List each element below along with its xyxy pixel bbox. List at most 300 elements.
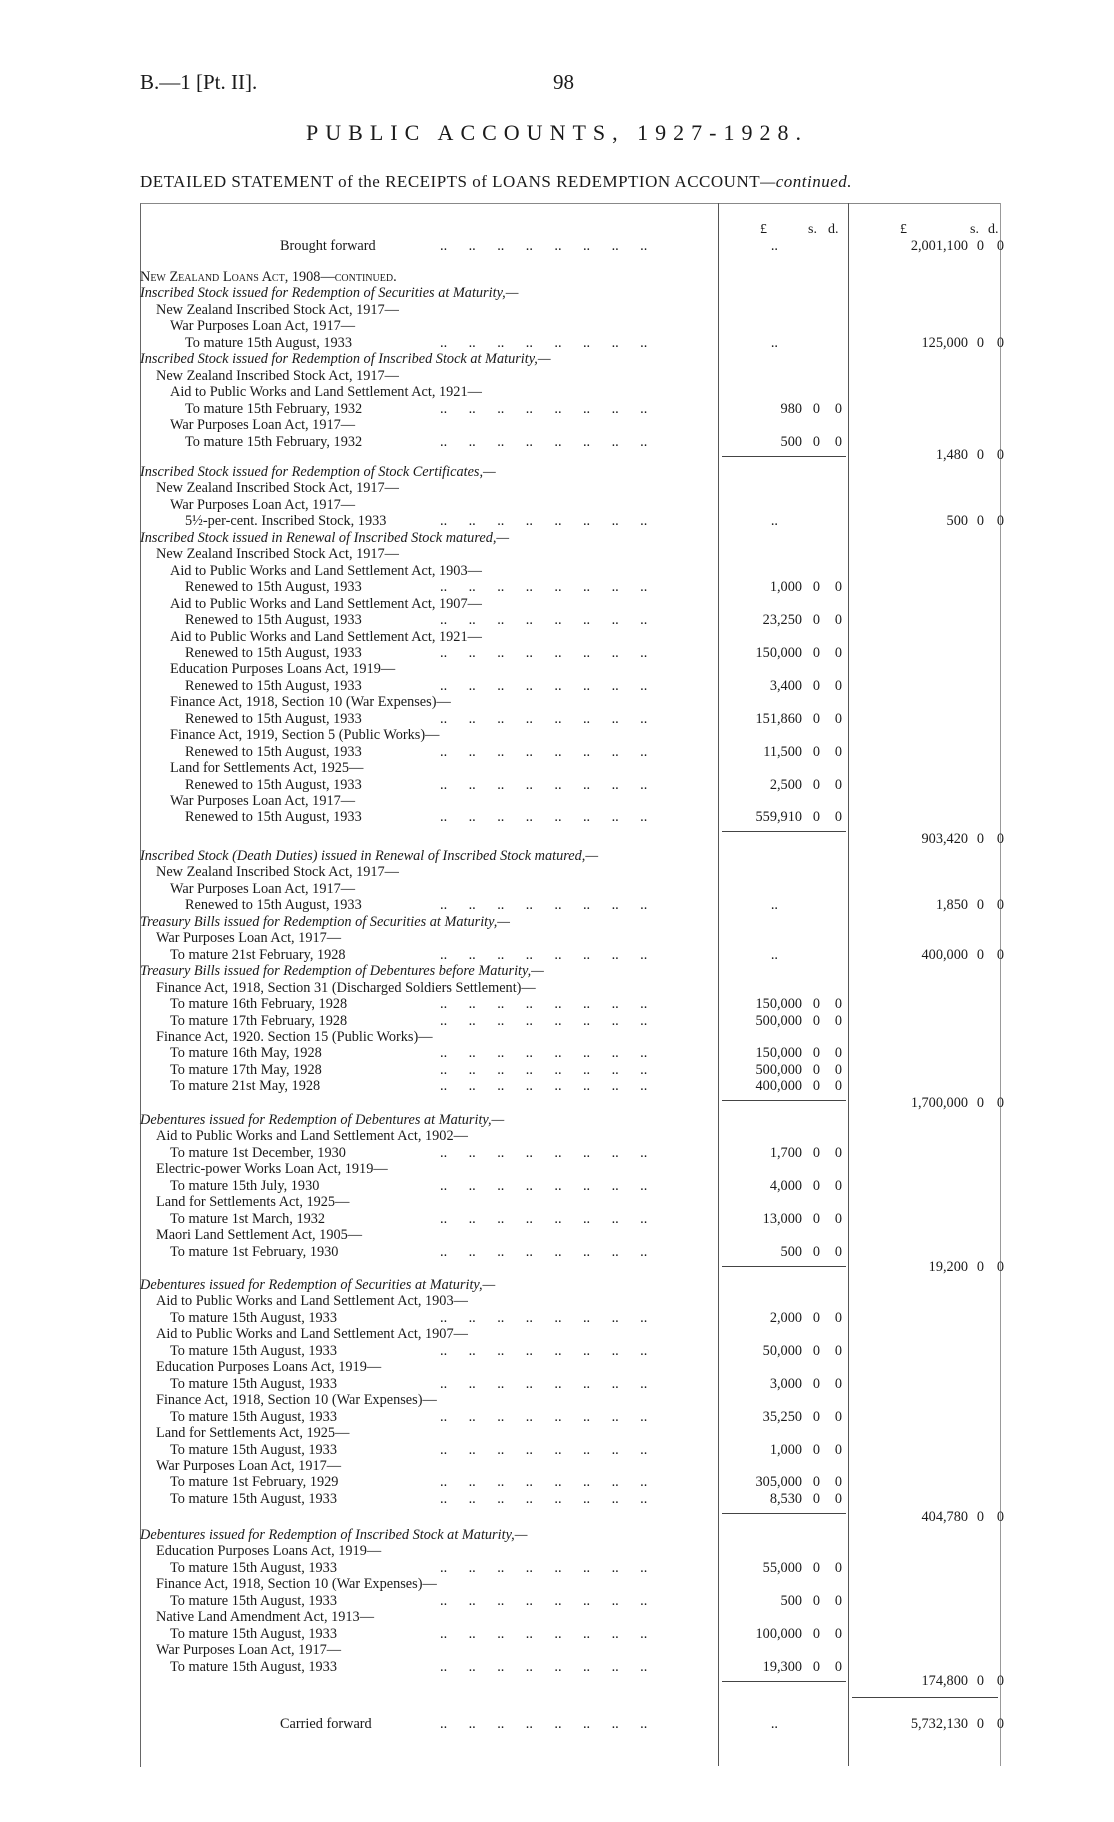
row-description: Renewed to 15th August, 1933	[185, 579, 362, 596]
leader-dots: .. .. .. .. .. .. .. ..	[440, 1309, 669, 1326]
row-description: New Zealand Inscribed Stock Act, 1917—	[156, 546, 399, 563]
subtitle-main: DETAILED STATEMENT of the RECEIPTS of LOANS REDEMPTION ACCOUNT	[140, 172, 761, 191]
table-row	[0, 808, 1114, 826]
amount-c1d: 0	[834, 996, 842, 1013]
amount-c2d: 0	[996, 1716, 1004, 1732]
table-row	[0, 446, 1114, 464]
table-row	[0, 545, 1114, 563]
leader-dots: .. .. .. .. .. .. .. ..	[440, 1716, 669, 1732]
amount-c2: 19,200	[928, 1259, 968, 1275]
table-row	[0, 1258, 1114, 1276]
leader-dots: .. .. .. .. .. .. .. ..	[440, 776, 669, 793]
row-description: Native Land Amendment Act, 1913—	[156, 1609, 374, 1626]
amount-c2s: 0	[976, 1673, 984, 1689]
leader-dots: .. .. .. .. .. .. .. ..	[440, 1474, 669, 1491]
amount-c2d: 0	[996, 513, 1004, 530]
amount-c1: ..	[770, 513, 778, 530]
table-row	[0, 628, 1114, 646]
amount-c1: ..	[770, 946, 778, 963]
leader-dots: .. .. .. .. .. .. .. ..	[440, 612, 669, 629]
row-description: Renewed to 15th August, 1933	[185, 743, 362, 760]
amount-c1: 500	[780, 1592, 802, 1609]
row-description: Debentures issued for Redemption of Securities at Maturity,—	[140, 1277, 496, 1293]
row-description: Aid to Public Works and Land Settlement Act, 1921—	[170, 628, 482, 645]
table-row	[0, 1193, 1114, 1211]
row-description: Inscribed Stock issued for Redemption of Stock Certificates,—	[140, 464, 496, 480]
amount-c2s: 0	[976, 1259, 984, 1275]
amount-c1: 559,910	[755, 809, 802, 826]
row-description: To mature 1st December, 1930	[170, 1144, 346, 1161]
page-number: 98	[553, 70, 574, 94]
row-description: To mature 15th July, 1930	[170, 1177, 320, 1194]
table-row	[0, 1342, 1114, 1360]
statement-subtitle	[140, 172, 852, 192]
table-row	[0, 463, 1114, 481]
table-row	[0, 726, 1114, 744]
amount-c1s: 0	[812, 710, 820, 727]
amount-c1s: 0	[812, 1490, 820, 1507]
table-row	[0, 896, 1114, 914]
amount-c1: 3,400	[769, 677, 802, 694]
table-row	[0, 759, 1114, 777]
row-description: Finance Act, 1918, Section 31 (Discharged Soldiers Settlement)—	[156, 979, 536, 996]
amount-c1: 1,000	[769, 579, 802, 596]
amount-c1: 150,000	[755, 996, 802, 1013]
amount-c1d: 0	[834, 710, 842, 727]
amount-c1: ..	[770, 334, 778, 351]
amount-c2d: 0	[996, 1509, 1004, 1525]
table-row	[0, 1575, 1114, 1593]
row-description: Land for Settlements Act, 1925—	[156, 1194, 350, 1211]
row-description: New Zealand Inscribed Stock Act, 1917—	[156, 480, 399, 497]
row-description: To mature 15th August, 1933	[170, 1658, 337, 1675]
table-row	[0, 1526, 1114, 1544]
amount-c1d: 0	[834, 1210, 842, 1227]
table-row	[0, 1127, 1114, 1145]
header-pounds-1: £	[760, 222, 767, 237]
row-description: Finance Act, 1920. Section 15 (Public Works)—	[156, 1028, 433, 1045]
table-row	[0, 595, 1114, 613]
amount-c1s: 0	[812, 1625, 820, 1642]
row-description: New Zealand Inscribed Stock Act, 1917—	[156, 367, 399, 384]
amount-c2: 903,420	[921, 831, 968, 847]
row-description: Education Purposes Loans Act, 1919—	[156, 1543, 382, 1560]
leader-dots: .. .. .. .. .. .. .. ..	[440, 1559, 669, 1576]
amount-c2: 5,732,130	[910, 1716, 968, 1732]
table-row	[0, 1077, 1114, 1095]
amount-c1: 19,300	[762, 1658, 802, 1675]
amount-c1: 500,000	[755, 1061, 802, 1078]
row-description: Debentures issued for Redemption of Debentures at Maturity,—	[140, 1112, 505, 1128]
amount-c2s: 0	[976, 1509, 984, 1525]
row-description: To mature 17th February, 1928	[170, 1012, 348, 1029]
leader-dots: .. .. .. .. .. .. .. ..	[440, 513, 669, 530]
amount-c1s: 0	[812, 1210, 820, 1227]
row-description: Renewed to 15th August, 1933	[185, 710, 362, 727]
row-description: War Purposes Loan Act, 1917—	[170, 880, 356, 897]
leader-dots: .. .. .. .. .. .. .. ..	[440, 1625, 669, 1642]
row-description: Renewed to 15th August, 1933	[185, 776, 362, 793]
table-row	[0, 863, 1114, 881]
amount-c1: 500	[780, 433, 802, 450]
amount-c2s: 0	[976, 334, 984, 351]
amount-c1d: 0	[834, 612, 842, 629]
amount-c1d: 0	[834, 776, 842, 793]
amount-c1: 500,000	[755, 1012, 802, 1029]
table-row	[0, 913, 1114, 931]
table-row	[0, 578, 1114, 596]
table-row	[0, 1292, 1114, 1310]
table-row	[0, 611, 1114, 629]
amount-c1d: 0	[834, 1078, 842, 1095]
row-description: War Purposes Loan Act, 1917—	[170, 496, 356, 513]
row-description: To mature 1st March, 1932	[170, 1210, 326, 1227]
amount-c1: 1,000	[769, 1441, 802, 1458]
table-row	[0, 1061, 1114, 1079]
amount-c2d: 0	[996, 897, 1004, 914]
amount-c1d: 0	[834, 1045, 842, 1062]
leader-dots: .. .. .. .. .. .. .. ..	[440, 1592, 669, 1609]
table-row	[0, 317, 1114, 335]
table-row	[0, 995, 1114, 1013]
row-description: To mature 15th February, 1932	[185, 400, 363, 417]
amount-c1s: 0	[812, 1658, 820, 1675]
row-description: To mature 16th February, 1928	[170, 996, 348, 1013]
row-description: Debentures issued for Redemption of Inscribed Stock at Maturity,—	[140, 1527, 528, 1543]
amount-c2d: 0	[996, 1259, 1004, 1275]
table-row	[0, 416, 1114, 434]
table-row	[0, 512, 1114, 530]
amount-c2d: 0	[996, 334, 1004, 351]
amount-c1s: 0	[812, 644, 820, 661]
amount-c1d: 0	[834, 743, 842, 760]
amount-c1s: 0	[812, 1012, 820, 1029]
page-title: PUBLIC ACCOUNTS, 1927-1928.	[306, 120, 808, 145]
table-row	[0, 776, 1114, 794]
table-row	[0, 677, 1114, 695]
row-description: New Zealand Loans Act, 1908—continued.	[140, 269, 397, 285]
leader-dots: .. .. .. .. .. .. .. ..	[440, 1658, 669, 1675]
row-description: To mature 15th August, 1933	[170, 1342, 337, 1359]
row-description: 5½-per-cent. Inscribed Stock, 1933	[185, 513, 387, 530]
amount-c2: 1,850	[935, 897, 968, 914]
amount-c1: 150,000	[755, 1045, 802, 1062]
table-row	[0, 301, 1114, 319]
amount-c1s: 0	[812, 1592, 820, 1609]
leader-dots: .. .. .. .. .. .. .. ..	[440, 1408, 669, 1425]
table-row	[0, 1441, 1114, 1459]
leader-dots: .. .. .. .. .. .. .. ..	[440, 238, 669, 254]
amount-c1d: 0	[834, 1408, 842, 1425]
leader-dots: .. .. .. .. .. .. .. ..	[440, 579, 669, 596]
amount-c1: 400,000	[755, 1078, 802, 1095]
table-row	[0, 1325, 1114, 1343]
leader-dots: .. .. .. .. .. .. .. ..	[440, 644, 669, 661]
amount-c1d: 0	[834, 400, 842, 417]
amount-c2s: 0	[976, 946, 984, 963]
table-row	[0, 1012, 1114, 1030]
table-row	[0, 929, 1114, 947]
row-description: Treasury Bills issued for Redemption of Securities at Maturity,—	[140, 913, 510, 930]
amount-c1s: 0	[812, 1408, 820, 1425]
row-description: War Purposes Loan Act, 1917—	[156, 1457, 342, 1474]
amount-c1d: 0	[834, 1375, 842, 1392]
amount-c1: ..	[770, 897, 778, 914]
table-row	[0, 880, 1114, 898]
amount-c2d: 0	[996, 1095, 1004, 1111]
table-row	[0, 660, 1114, 678]
table-row	[0, 1457, 1114, 1475]
amount-c1s: 0	[812, 1243, 820, 1260]
leader-dots: .. .. .. .. .. .. .. ..	[440, 809, 669, 826]
table-row	[0, 1508, 1114, 1526]
table-row	[0, 743, 1114, 761]
amount-c1: 2,500	[769, 776, 802, 793]
row-description: To mature 15th August, 1933	[170, 1375, 337, 1392]
row-description: To mature 1st February, 1930	[170, 1243, 339, 1260]
table-row	[0, 1473, 1114, 1491]
table-row	[0, 792, 1114, 810]
row-description: Education Purposes Loans Act, 1919—	[170, 661, 396, 678]
leader-dots: .. .. .. .. .. .. .. ..	[440, 1441, 669, 1458]
amount-c1d: 0	[834, 1061, 842, 1078]
amount-c2s: 0	[976, 238, 984, 254]
row-description: Land for Settlements Act, 1925—	[170, 760, 364, 777]
amount-c1: 100,000	[755, 1625, 802, 1642]
header-shillings-1: s.	[808, 222, 817, 237]
row-description: Education Purposes Loans Act, 1919—	[156, 1359, 382, 1376]
row-description: New Zealand Inscribed Stock Act, 1917—	[156, 301, 399, 318]
row-description: To mature 17th May, 1928	[170, 1061, 322, 1078]
row-description: To mature 21st February, 1928	[170, 946, 346, 963]
leader-dots: .. .. .. .. .. .. .. ..	[440, 946, 669, 963]
row-description: To mature 15th August, 1933	[170, 1490, 337, 1507]
row-description: War Purposes Loan Act, 1917—	[170, 417, 356, 434]
amount-c1s: 0	[812, 1177, 820, 1194]
amount-c1: ..	[770, 1716, 778, 1732]
row-description: Aid to Public Works and Land Settlement Act, 1903—	[156, 1293, 468, 1310]
row-description: To mature 1st February, 1929	[170, 1474, 339, 1491]
page-reference: B.—1 [Pt. II].	[140, 70, 258, 94]
amount-c1d: 0	[834, 1342, 842, 1359]
leader-dots: .. .. .. .. .. .. .. ..	[440, 1210, 669, 1227]
leader-dots: .. .. .. .. .. .. .. ..	[440, 400, 669, 417]
table-row	[0, 237, 1114, 255]
table-row	[0, 1044, 1114, 1062]
leader-dots: .. .. .. .. .. .. .. ..	[440, 710, 669, 727]
leader-dots: .. .. .. .. .. .. .. ..	[440, 1342, 669, 1359]
amount-c1: 23,250	[762, 612, 802, 629]
row-description: New Zealand Inscribed Stock Act, 1917—	[156, 864, 399, 881]
table-row	[0, 529, 1114, 547]
amount-c1s: 0	[812, 1045, 820, 1062]
table-row	[0, 400, 1114, 418]
amount-c1d: 0	[834, 1441, 842, 1458]
table-row	[0, 1391, 1114, 1409]
amount-c1d: 0	[834, 1559, 842, 1576]
table-row	[0, 1375, 1114, 1393]
amount-c1: 980	[780, 400, 802, 417]
table-row	[0, 946, 1114, 964]
row-description: Brought forward	[280, 238, 376, 254]
amount-c1: ..	[770, 238, 778, 254]
amount-c1s: 0	[812, 612, 820, 629]
table-row	[0, 1641, 1114, 1659]
table-row	[0, 1028, 1114, 1046]
row-description: Finance Act, 1918, Section 10 (War Expenses)—	[156, 1576, 437, 1593]
table-row	[0, 496, 1114, 514]
row-description: Aid to Public Works and Land Settlement Act, 1907—	[156, 1326, 468, 1343]
amount-c1s: 0	[812, 1061, 820, 1078]
amount-c1: 150,000	[755, 644, 802, 661]
row-description: To mature 21st May, 1928	[170, 1078, 321, 1095]
table-row	[0, 268, 1114, 286]
row-description: Aid to Public Works and Land Settlement Act, 1907—	[170, 595, 482, 612]
row-description: Land for Settlements Act, 1925—	[156, 1425, 350, 1442]
leader-dots: .. .. .. .. .. .. .. ..	[440, 996, 669, 1013]
amount-c2s: 0	[976, 447, 984, 463]
header-shillings-2: s.	[970, 222, 979, 237]
leader-dots: .. .. .. .. .. .. .. ..	[440, 897, 669, 914]
table-row	[0, 979, 1114, 997]
table-row	[0, 830, 1114, 848]
row-description: War Purposes Loan Act, 1917—	[170, 793, 356, 809]
amount-c1: 305,000	[755, 1474, 802, 1491]
table-row	[0, 334, 1114, 352]
table-row	[0, 1226, 1114, 1244]
amount-c1s: 0	[812, 996, 820, 1013]
leader-dots: .. .. .. .. .. .. .. ..	[440, 1078, 669, 1095]
table-row	[0, 644, 1114, 662]
leader-dots: .. .. .. .. .. .. .. ..	[440, 1144, 669, 1161]
row-description: Renewed to 15th August, 1933	[185, 612, 362, 629]
amount-c1s: 0	[812, 809, 820, 826]
table-row	[0, 1490, 1114, 1508]
row-description: To mature 15th August, 1933	[170, 1559, 337, 1576]
amount-c1s: 0	[812, 677, 820, 694]
amount-c1: 35,250	[762, 1408, 802, 1425]
amount-c2d: 0	[996, 1673, 1004, 1689]
amount-c1s: 0	[812, 743, 820, 760]
header-pounds-2: £	[900, 222, 907, 237]
row-description: War Purposes Loan Act, 1917—	[156, 930, 342, 947]
table-row	[0, 1542, 1114, 1560]
row-description: To mature 15th August, 1933	[170, 1625, 337, 1642]
amount-c1: 151,860	[755, 710, 802, 727]
amount-c2s: 0	[976, 1095, 984, 1111]
table-row	[0, 1177, 1114, 1195]
amount-c2: 1,480	[935, 447, 968, 463]
header-pence-1: d.	[828, 222, 839, 237]
leader-dots: .. .. .. .. .. .. .. ..	[440, 1012, 669, 1029]
amount-c1: 50,000	[762, 1342, 802, 1359]
row-description: Renewed to 15th August, 1933	[185, 809, 362, 826]
leader-dots: .. .. .. .. .. .. .. ..	[440, 677, 669, 694]
table-row	[0, 1592, 1114, 1610]
amount-c2: 2,001,100	[910, 238, 968, 254]
amount-c2s: 0	[976, 513, 984, 530]
amount-c1s: 0	[812, 1559, 820, 1576]
amount-c1d: 0	[834, 1144, 842, 1161]
amount-c2d: 0	[996, 238, 1004, 254]
amount-c1s: 0	[812, 433, 820, 450]
amount-c1s: 0	[812, 1144, 820, 1161]
amount-c1s: 0	[812, 1375, 820, 1392]
amount-c1: 500	[780, 1243, 802, 1260]
amount-c1s: 0	[812, 579, 820, 596]
amount-c2s: 0	[976, 897, 984, 914]
amount-c1d: 0	[834, 1309, 842, 1326]
amount-c1d: 0	[834, 1658, 842, 1675]
amount-c1d: 0	[834, 677, 842, 694]
leader-dots: .. .. .. .. .. .. .. ..	[440, 1243, 669, 1260]
amount-c1: 4,000	[769, 1177, 802, 1194]
amount-c1s: 0	[812, 1078, 820, 1095]
table-row	[0, 1309, 1114, 1327]
table-row	[0, 284, 1114, 302]
amount-c1: 3,000	[769, 1375, 802, 1392]
amount-c1: 1,700	[769, 1144, 802, 1161]
row-description: Finance Act, 1918, Section 10 (War Expenses)—	[170, 694, 451, 711]
leader-dots: .. .. .. .. .. .. .. ..	[440, 433, 669, 450]
row-description: Aid to Public Works and Land Settlement Act, 1903—	[170, 562, 482, 579]
row-description: Finance Act, 1918, Section 10 (War Expenses)—	[156, 1392, 437, 1409]
amount-c2: 125,000	[921, 334, 968, 351]
table-row	[0, 1715, 1114, 1733]
amount-c2: 500	[946, 513, 968, 530]
row-description: Carried forward	[280, 1716, 372, 1732]
amount-c1d: 0	[834, 1012, 842, 1029]
table-row	[0, 562, 1114, 580]
amount-c1d: 0	[834, 1177, 842, 1194]
table-row	[0, 350, 1114, 368]
amount-c2: 400,000	[921, 946, 968, 963]
row-description: Inscribed Stock issued for Redemption of Securities at Maturity,—	[140, 285, 519, 302]
amount-c1d: 0	[834, 644, 842, 661]
amount-c1d: 0	[834, 1625, 842, 1642]
leader-dots: .. .. .. .. .. .. .. ..	[440, 743, 669, 760]
amount-c2: 1,700,000	[910, 1095, 968, 1111]
row-description: Renewed to 15th August, 1933	[185, 897, 362, 914]
row-description: To mature 15th August, 1933	[185, 334, 352, 351]
table-row	[0, 1160, 1114, 1178]
table-row	[0, 1608, 1114, 1626]
table-row	[0, 1210, 1114, 1228]
amount-c1: 55,000	[762, 1559, 802, 1576]
amount-c1d: 0	[834, 809, 842, 826]
amount-c1s: 0	[812, 776, 820, 793]
table-row	[0, 693, 1114, 711]
row-description: To mature 15th February, 1932	[185, 433, 363, 450]
row-description: Inscribed Stock issued in Renewal of Inscribed Stock matured,—	[140, 529, 510, 546]
row-description: To mature 15th August, 1933	[170, 1309, 337, 1326]
table-row	[0, 1144, 1114, 1162]
row-description: Aid to Public Works and Land Settlement Act, 1902—	[156, 1128, 468, 1145]
row-description: To mature 15th August, 1933	[170, 1592, 337, 1609]
leader-dots: .. .. .. .. .. .. .. ..	[440, 1061, 669, 1078]
row-description: Finance Act, 1919, Section 5 (Public Works)—	[170, 727, 440, 744]
amount-c1: 8,530	[769, 1490, 802, 1507]
leader-dots: .. .. .. .. .. .. .. ..	[440, 1045, 669, 1062]
amount-c1s: 0	[812, 1309, 820, 1326]
row-description: Treasury Bills issued for Redemption of Debentures before Maturity,—	[140, 963, 544, 980]
table-row	[0, 1559, 1114, 1577]
table-row	[0, 710, 1114, 728]
row-description: War Purposes Loan Act, 1917—	[170, 318, 356, 335]
amount-c2: 404,780	[921, 1509, 968, 1525]
amount-c1d: 0	[834, 1474, 842, 1491]
amount-c1d: 0	[834, 1243, 842, 1260]
